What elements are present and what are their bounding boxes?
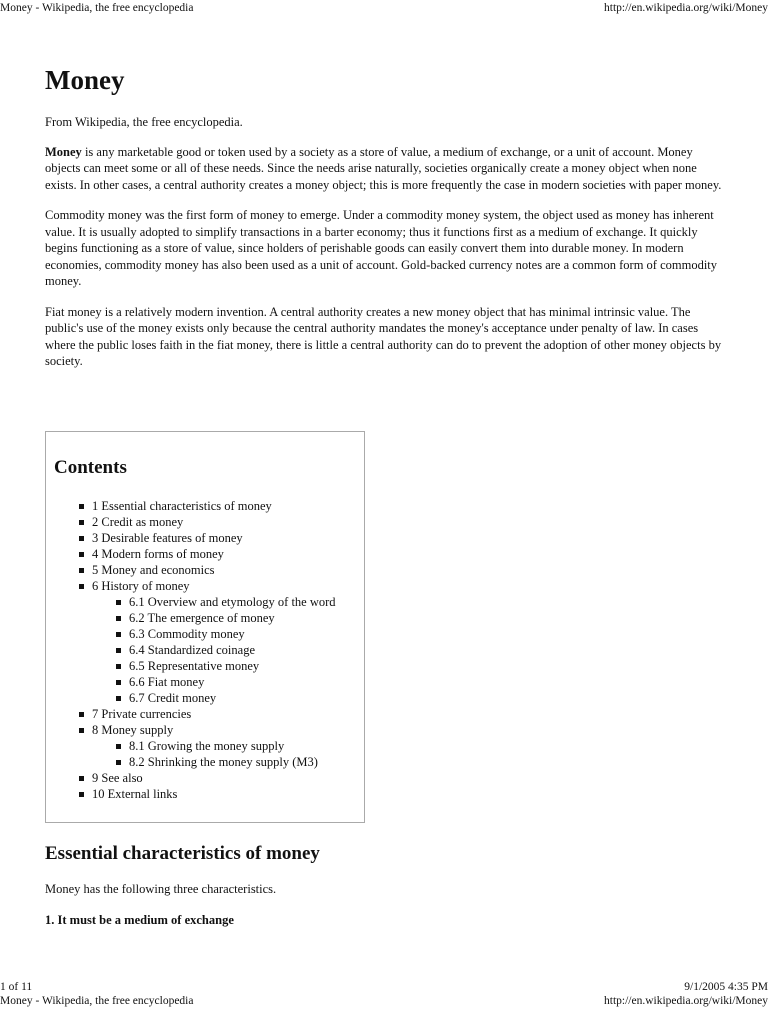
toc-sublist-8 [79, 738, 336, 770]
toc-item-4[interactable]: 4 Modern forms of money [79, 546, 336, 562]
toc-item-6[interactable]: 6 History of money [79, 578, 336, 594]
toc-item-6-6[interactable]: 6.6 Fiat money [116, 674, 336, 690]
section-heading-essential-characteristics: Essential characteristics of money [45, 843, 320, 864]
toc-sublist-6 [79, 594, 336, 706]
toc-item-7[interactable]: 7 Private currencies [79, 706, 336, 722]
toc-item-6-7[interactable]: 6.7 Credit money [116, 690, 336, 706]
toc-item-9[interactable]: 9 See also [79, 770, 336, 786]
toc-item-1[interactable]: 1 Essential characteristics of money [79, 498, 336, 514]
footer-datetime: 9/1/2005 4:35 PM [684, 981, 768, 993]
toc-item-6-5[interactable]: 6.5 Representative money [116, 658, 336, 674]
toc-title: Contents [54, 457, 127, 478]
toc-list [79, 498, 336, 802]
intro-bold-term: Money [45, 144, 82, 159]
footer-page-title: Money - Wikipedia, the free encyclopedia [0, 995, 194, 1007]
intro-paragraph [45, 144, 725, 194]
toc-item-6-3[interactable]: 6.3 Commodity money [116, 626, 336, 642]
footer-url: http://en.wikipedia.org/wiki/Money [604, 995, 768, 1007]
header-url: http://en.wikipedia.org/wiki/Money [604, 2, 768, 14]
table-of-contents [45, 431, 365, 823]
toc-item-8-2[interactable]: 8.2 Shrinking the money supply (M3) [116, 754, 336, 770]
toc-item-8-1[interactable]: 8.1 Growing the money supply [116, 738, 336, 754]
intro-text: is any marketable good or token used by a society as a store of value, a medium of exchange, or a unit of account. Money objects can meet some or all of these needs. Since the needs arise naturally, societies organically create a money object when none exists. In other cases, a central authority creates a money object; this is more frequently the case in modern societies with paper money. [45, 144, 722, 192]
toc-item-6-2[interactable]: 6.2 The emergence of money [116, 610, 336, 626]
site-sub: From Wikipedia, the free encyclopedia. [45, 115, 243, 129]
fiat-money-paragraph: Fiat money is a relatively modern invention. A central authority creates a new money object that has minimal intrinsic value. The public's use of the money exists only because the central authority mandates the money's acceptance under penalty of law. In cases where the public loses faith in the fiat money, there is little a central authority can do to prevent the adoption of other money objects by society. [45, 304, 722, 368]
toc-item-6-1[interactable]: 6.1 Overview and etymology of the word [116, 594, 336, 610]
print-header [0, 1, 768, 15]
print-footer-top [0, 980, 768, 994]
print-footer-bottom [0, 994, 768, 1008]
toc-item-5[interactable]: 5 Money and economics [79, 562, 336, 578]
commodity-money-paragraph: Commodity money was the first form of money to emerge. Under a commodity money system, the object used as money has inherent value. It is usually adopted to simplify transactions in a barter economy; thus it functions first as a medium of exchange. It quickly begins functioning as a store of value, since holders of perishable goods can easily convert them into durable money. In modern economies, commodity money has also been used as a unit of account. Gold-backed currency notes are a common form of commodity money. [45, 208, 718, 288]
toc-item-8[interactable]: 8 Money supply [79, 722, 336, 738]
header-page-title: Money - Wikipedia, the free encyclopedia [0, 2, 194, 14]
toc-item-6-4[interactable]: 6.4 Standardized coinage [116, 642, 336, 658]
toc-item-10[interactable]: 10 External links [79, 786, 336, 802]
section-intro-text: Money has the following three characteristics. [45, 882, 277, 896]
footer-page-number: 1 of 11 [0, 981, 33, 993]
toc-item-2[interactable]: 2 Credit as money [79, 514, 336, 530]
subsection-heading-medium-of-exchange: 1. It must be a medium of exchange [45, 913, 234, 927]
page-title: Money [45, 65, 125, 95]
toc-item-3[interactable]: 3 Desirable features of money [79, 530, 336, 546]
article-body [45, 60, 725, 370]
